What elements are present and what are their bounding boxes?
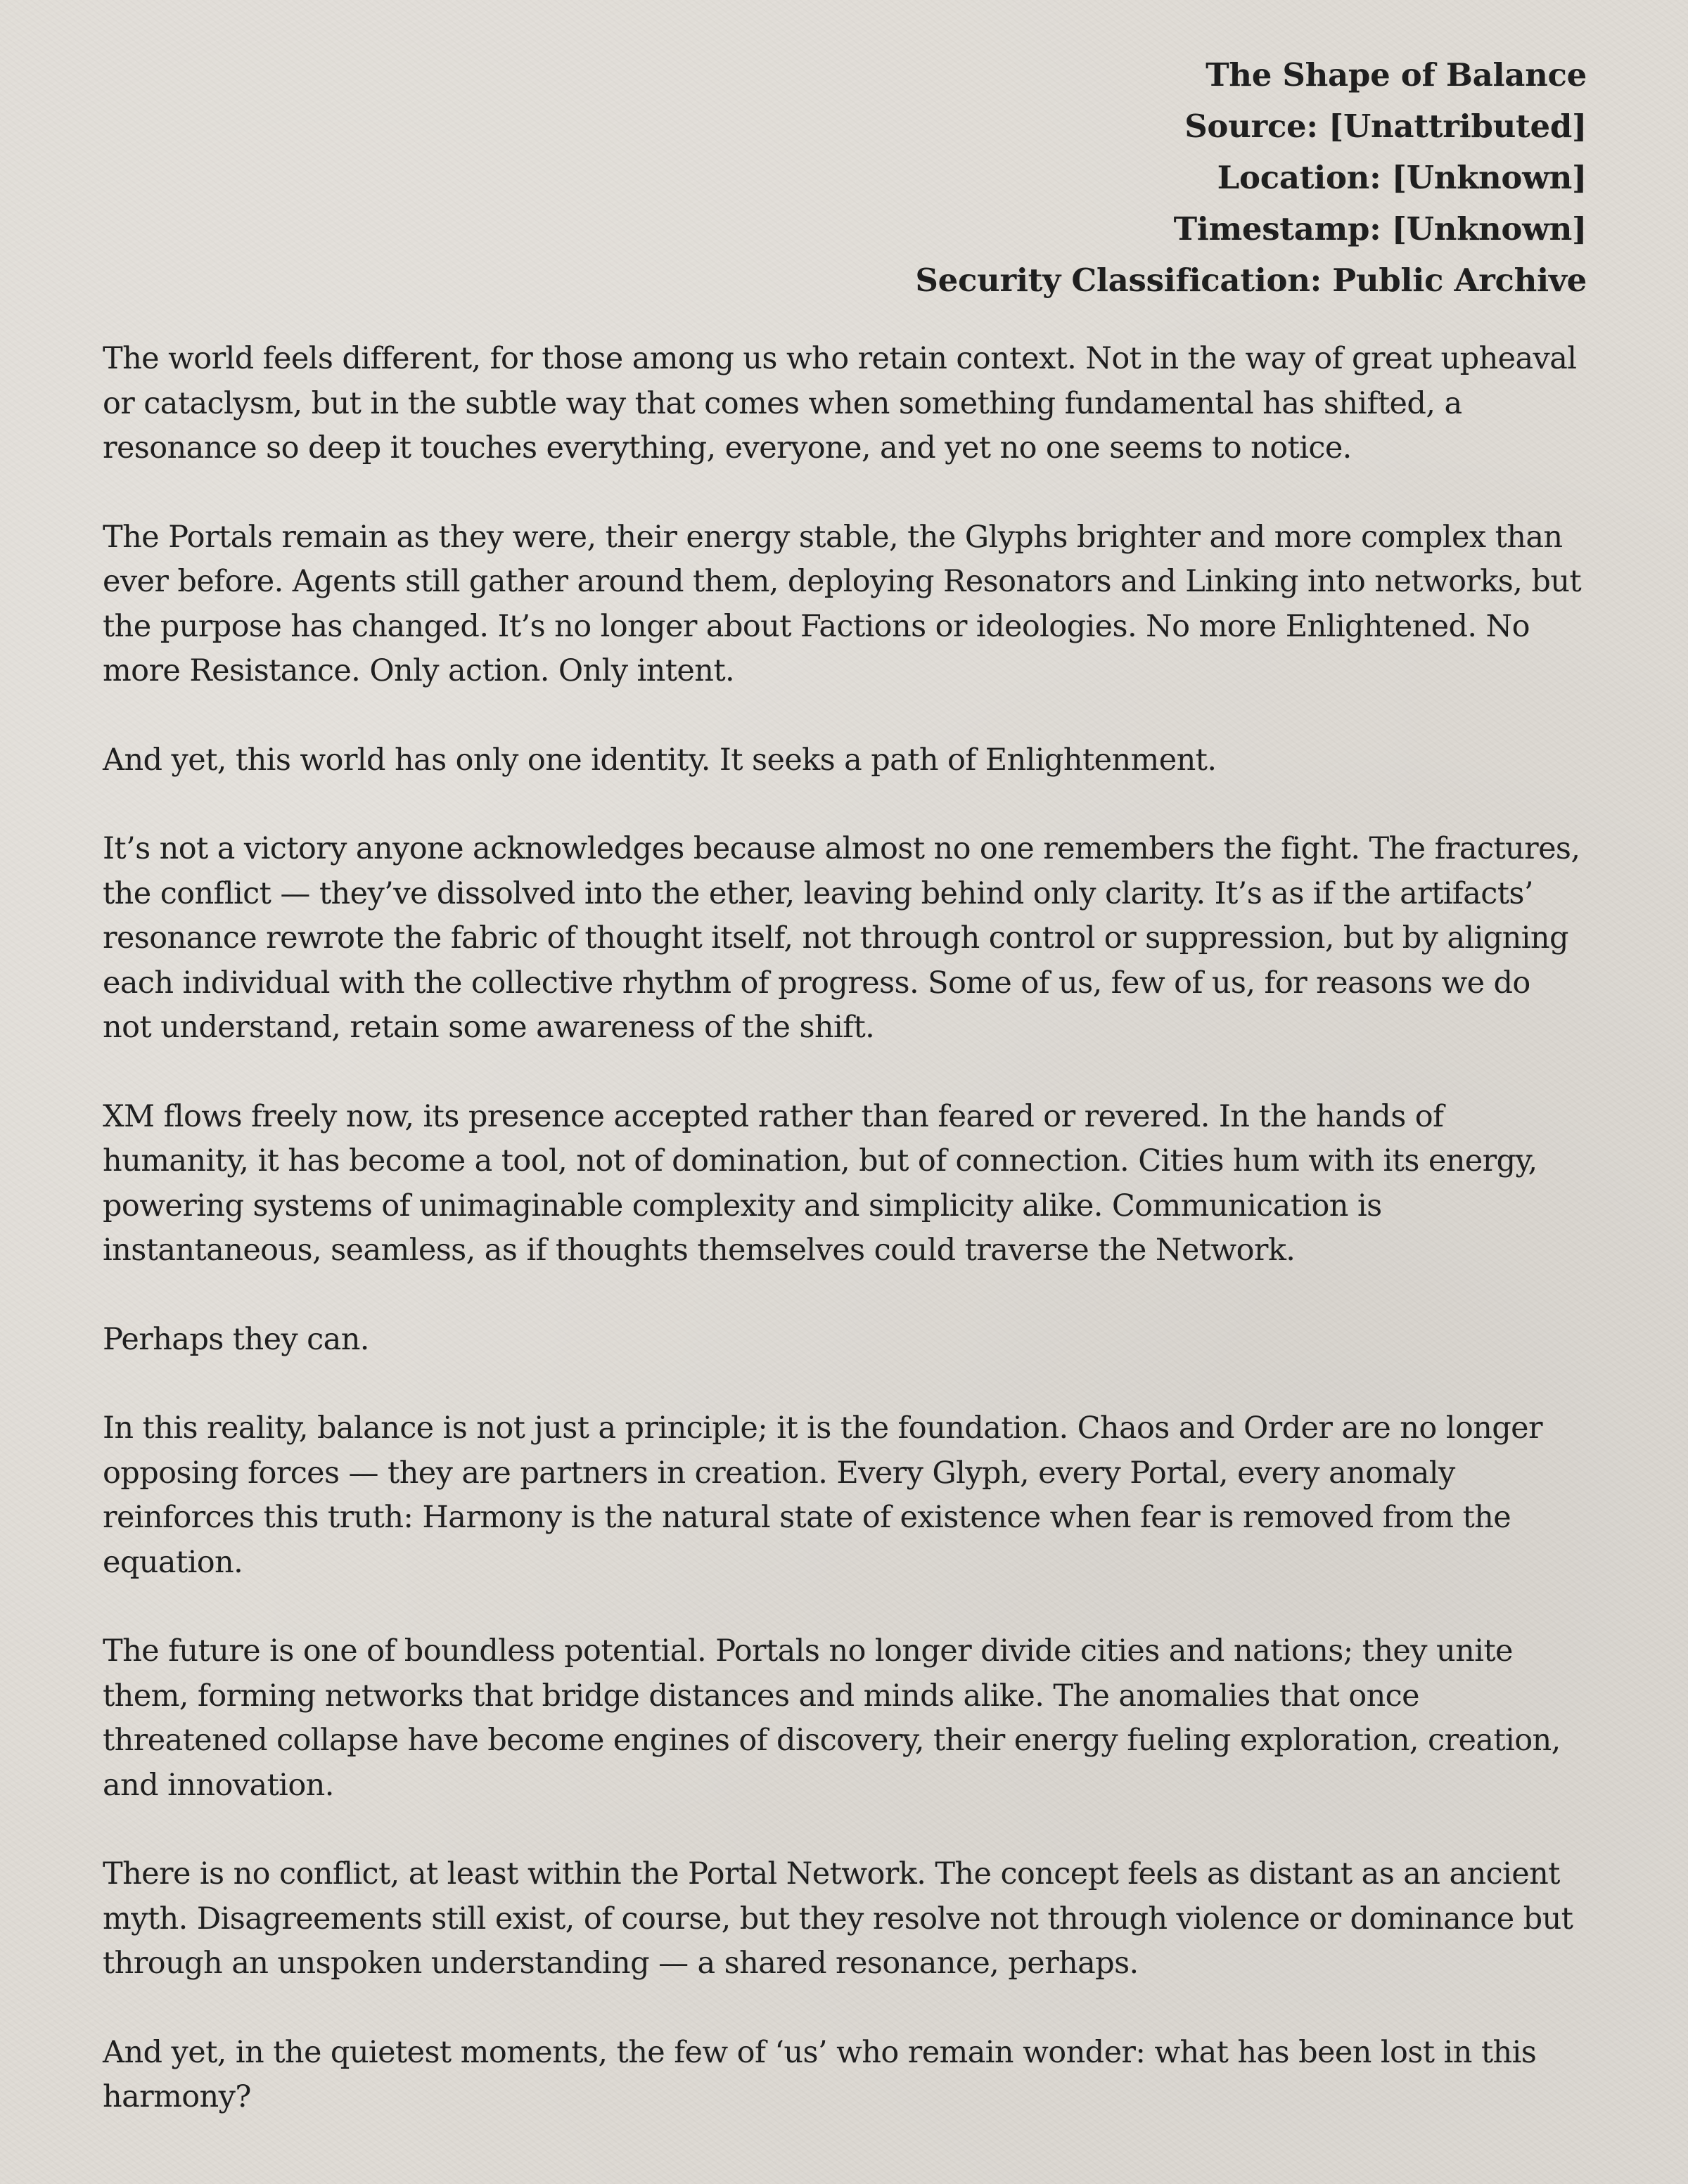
paragraph-8: The future is one of boundless potential. Portals no longer divide cities and nations; they unite them, forming networks that bridge distances and minds alike. The anomalies that once threatened collapse have become engines of discovery, their energy fueling exploration, creation, and innovation. <box>103 1633 1561 1803</box>
document-body <box>103 337 1587 2120</box>
paragraph-5: XM flows freely now, its presence accepted rather than feared or revered. In the hands of humanity, it has become a tool, not of domination, but of connection. Cities hum with its energy, powering systems of unimaginable complexity and simplicity alike. Communication is instantaneous, seamless, as if thoughts themselves could traverse the Network. <box>103 1098 1537 1268</box>
source-line: Source: [Unattributed] <box>1184 108 1587 145</box>
paragraph-10: And yet, in the quietest moments, the few of ‘us’ who remain wonder: what has been lost in this harmony? <box>103 2034 1537 2114</box>
paragraph-4: It’s not a victory anyone acknowledges because almost no one remembers the fight. The fractures, the conflict — they’ve dissolved into the ether, leaving behind only clarity. It’s as if the artifacts’ resonance rewrote the fabric of thought itself, not through control or suppression, but by aligning each individual with the collective rhythm of progress. Some of us, few of us, for reasons we do not understand, retain some awareness of the shift. <box>103 831 1580 1045</box>
paragraph-6: Perhaps they can. <box>103 1321 369 1357</box>
classification-line: Security Classification: Public Archive <box>915 262 1587 299</box>
document-title: The Shape of Balance <box>1206 56 1587 94</box>
paragraph-2: The Portals remain as they were, their energy stable, the Glyphs brighter and more complex than ever before. Agents still gather around them, deploying Resonators and Linking into networks, but the purpose has changed. It’s no longer about Factions or ideologies. No more Enlightened. No more Resistance. Only action. Only intent. <box>103 519 1582 688</box>
document-page <box>103 49 1587 2164</box>
location-line: Location: [Unknown] <box>1217 159 1587 196</box>
timestamp-line: Timestamp: [Unknown] <box>1173 210 1587 248</box>
paragraph-9: There is no conflict, at least within the Portal Network. The concept feels as distant as an ancient myth. Disagreements still exist, of course, but they resolve not through violence or dominance but through an unspoken understanding — a shared resonance, perhaps. <box>103 1856 1573 1981</box>
paragraph-3: And yet, this world has only one identity. It seeks a path of Enlightenment. <box>103 742 1217 778</box>
document-header <box>103 49 1587 306</box>
paragraph-1: The world feels different, for those among us who retain context. Not in the way of great upheaval or cataclysm, but in the subtle way that comes when something fundamental has shifted, a resonance so deep it touches everything, everyone, and yet no one seems to notice. <box>103 341 1577 465</box>
paragraph-7: In this reality, balance is not just a principle; it is the foundation. Chaos and Order are no longer opposing forces — they are partners in creation. Every Glyph, every Portal, every anomaly reinforces this truth: Harmony is the natural state of existence when fear is removed from the equation. <box>103 1411 1542 1580</box>
